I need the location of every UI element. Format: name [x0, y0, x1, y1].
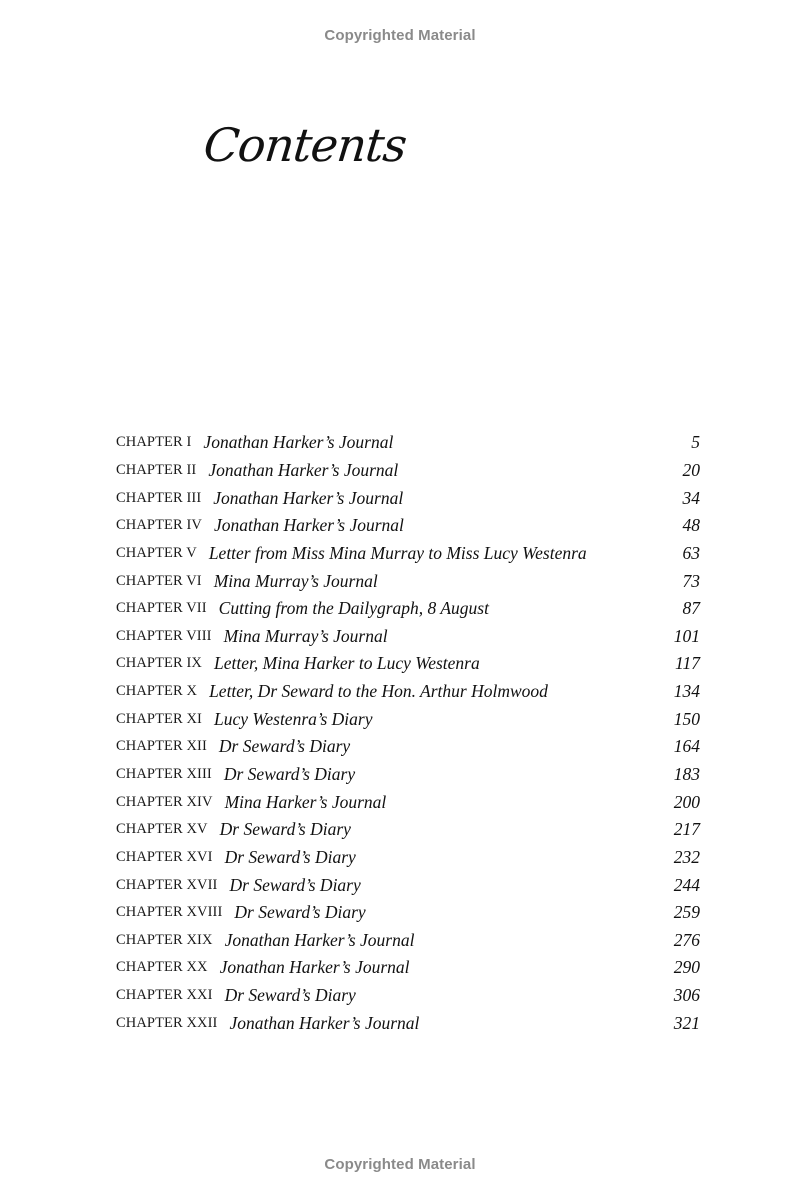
chapter-page-number: 150 [673, 708, 700, 729]
chapter-label: CHAPTER VI [116, 572, 202, 589]
toc-entry [116, 512, 700, 540]
toc-entry [116, 982, 700, 1010]
chapter-title: Cutting from the Dailygraph, 8 August [218, 598, 489, 619]
chapter-page-number: 5 [691, 432, 700, 453]
toc-entry [116, 927, 700, 955]
chapter-title: Dr Seward’s Diary [223, 764, 356, 784]
chapter-label: CHAPTER XII [116, 738, 207, 755]
toc-entry [116, 595, 700, 623]
chapter-label: CHAPTER XX [116, 959, 208, 976]
chapter-label: CHAPTER IV [116, 517, 202, 534]
chapter-page-number: 259 [673, 902, 700, 923]
chapter-page-number: 217 [673, 819, 700, 840]
chapter-page-number: 290 [673, 957, 700, 978]
chapter-label: CHAPTER IX [116, 655, 202, 672]
chapter-label: CHAPTER VIII [116, 627, 212, 644]
chapter-label: CHAPTER XIX [116, 931, 213, 948]
chapter-title: Letter, Dr Seward to the Hon. Arthur Holmwood [209, 681, 548, 702]
chapter-page-number: 306 [673, 985, 700, 1006]
page-title: Contents [201, 118, 409, 172]
chapter-page-number: 321 [673, 1012, 700, 1033]
chapter-title: Jonathan Harker’s Journal [203, 432, 394, 453]
chapter-title: Lucy Westenra’s Diary [214, 708, 373, 729]
chapter-label: CHAPTER XIV [116, 793, 213, 810]
toc-entry [116, 899, 700, 927]
toc-entry [116, 540, 700, 568]
chapter-label: CHAPTER XVII [116, 876, 218, 893]
chapter-title: Jonathan Harker’s Journal [224, 929, 415, 950]
chapter-title: Jonathan Harker’s Journal [208, 459, 399, 480]
toc-entry [116, 678, 700, 706]
toc-entry [116, 761, 700, 789]
chapter-label: CHAPTER V [116, 544, 197, 561]
chapter-title: Dr Seward’s Diary [224, 985, 356, 1006]
chapter-label: CHAPTER X [116, 683, 198, 700]
chapter-page-number: 63 [682, 542, 700, 563]
chapter-page-number: 200 [673, 791, 700, 812]
chapter-label: CHAPTER XVIII [116, 904, 223, 921]
chapter-label: CHAPTER VII [116, 600, 207, 617]
chapter-title: Dr Seward’s Diary [224, 846, 356, 867]
chapter-title: Mina Murray’s Journal [213, 570, 378, 591]
toc-entry [116, 484, 700, 512]
chapter-page-number: 117 [675, 653, 700, 674]
toc-entry [116, 871, 700, 899]
chapter-title: Dr Seward’s Diary [229, 874, 361, 895]
chapter-label: CHAPTER XIII [116, 766, 212, 782]
chapter-label: CHAPTER XV [116, 821, 208, 838]
chapter-page-number: 34 [682, 487, 700, 508]
toc-entry [116, 816, 700, 844]
chapter-title: Jonathan Harker’s Journal [214, 515, 404, 536]
chapter-title: Mina Murray’s Journal [223, 625, 388, 646]
toc-entry [116, 457, 700, 485]
toc-entry [116, 567, 700, 595]
toc-entry [116, 844, 700, 872]
chapter-page-number: 87 [682, 598, 700, 619]
chapter-title: Letter from Miss Mina Murray to Miss Lucy Westenra [208, 542, 587, 563]
chapter-page-number: 20 [682, 459, 700, 480]
chapter-title: Mina Harker’s Journal [224, 791, 387, 812]
chapter-title: Dr Seward’s Diary [218, 736, 351, 757]
chapter-page-number: 48 [682, 515, 700, 536]
chapter-label: CHAPTER XXI [116, 987, 213, 1004]
chapter-page-number: 183 [673, 764, 700, 784]
chapter-title: Letter, Mina Harker to Lucy Westenra [214, 653, 480, 674]
chapter-label: CHAPTER III [116, 489, 202, 506]
chapter-label: CHAPTER XI [116, 710, 202, 727]
toc-entry [116, 622, 700, 650]
chapter-label: CHAPTER II [116, 461, 197, 478]
chapter-label: CHAPTER XVI [116, 848, 213, 865]
toc-entry [116, 429, 700, 457]
toc-entry [116, 705, 700, 733]
chapter-page-number: 101 [673, 625, 700, 646]
chapter-page-number: 164 [673, 736, 700, 757]
chapter-page-number: 276 [673, 929, 700, 950]
chapter-title: Jonathan Harker’s Journal [219, 957, 410, 978]
toc-entry [116, 1009, 700, 1037]
toc-entry [116, 788, 700, 816]
chapter-page-number: 232 [673, 846, 700, 867]
chapter-title: Dr Seward’s Diary [234, 902, 366, 923]
copyright-watermark-top: Copyrighted Material [324, 27, 476, 44]
toc-entry [116, 733, 700, 761]
chapter-title: Jonathan Harker’s Journal [213, 487, 404, 508]
chapter-label: CHAPTER XXII [116, 1014, 218, 1031]
table-of-contents [116, 429, 700, 1037]
chapter-label: CHAPTER I [116, 434, 192, 451]
toc-entry [116, 650, 700, 678]
toc-entry [116, 954, 700, 982]
chapter-page-number: 244 [673, 874, 700, 895]
chapter-title: Jonathan Harker’s Journal [229, 1012, 420, 1033]
chapter-page-number: 73 [682, 570, 700, 591]
chapter-title: Dr Seward’s Diary [219, 819, 351, 840]
copyright-watermark-bottom: Copyrighted Material [324, 1156, 476, 1173]
chapter-page-number: 134 [673, 681, 700, 702]
